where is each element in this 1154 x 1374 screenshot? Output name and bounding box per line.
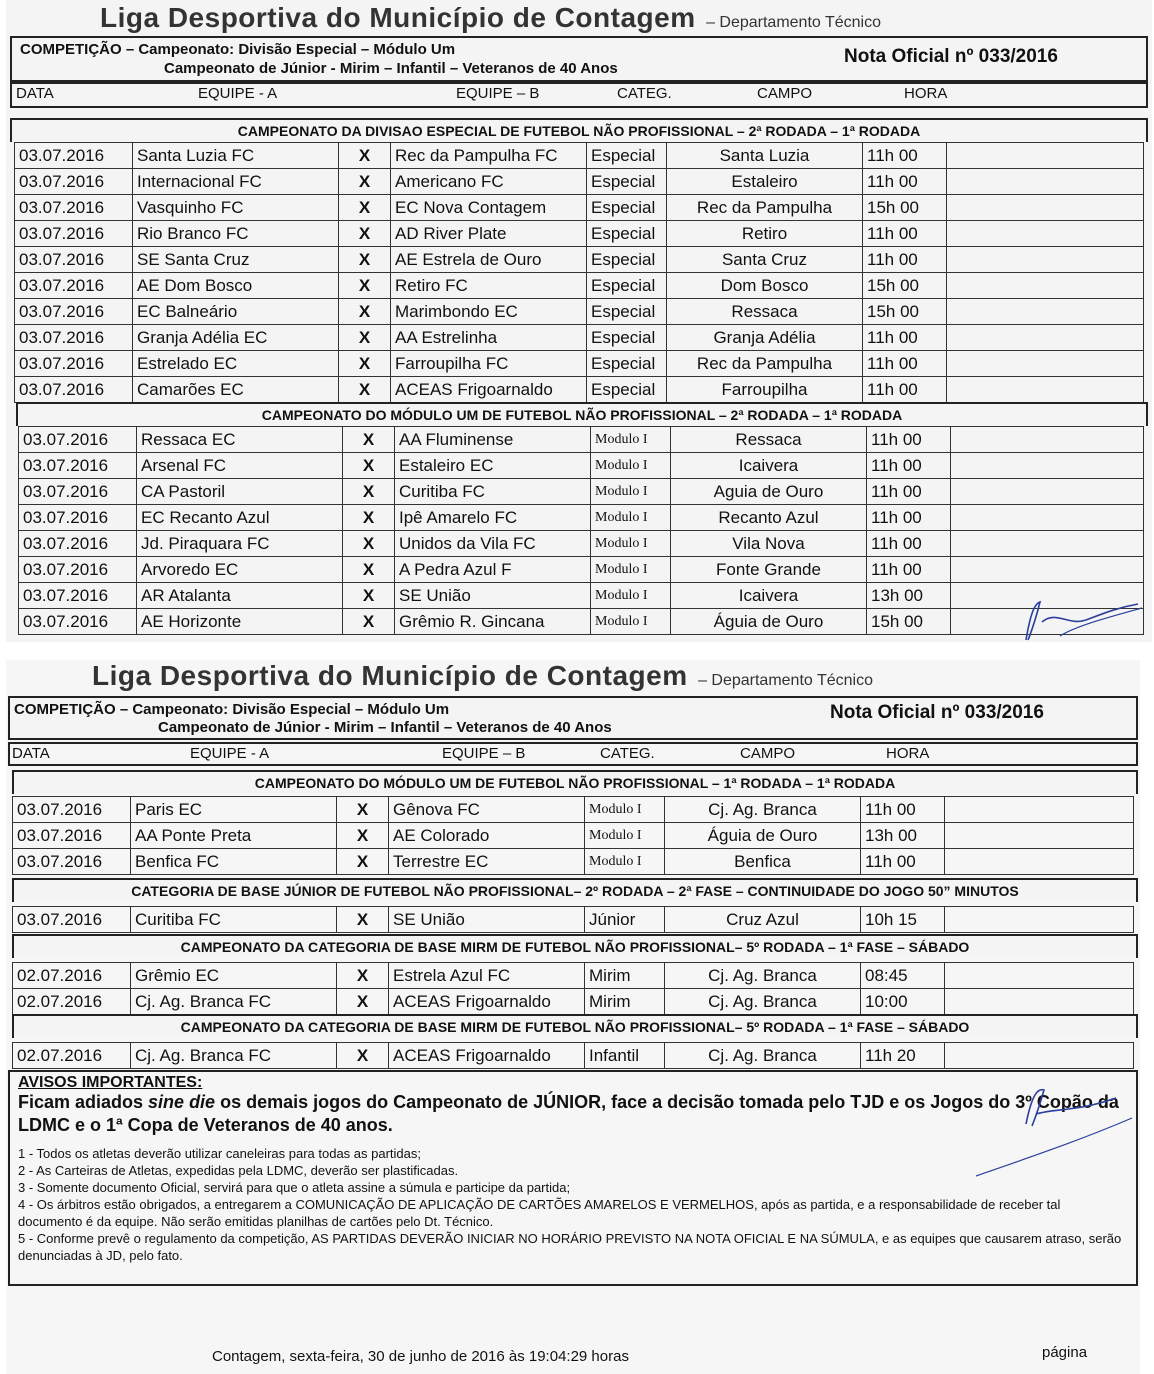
blank-cell — [947, 351, 1144, 377]
team-b: Terrestre EC — [389, 849, 585, 875]
field: Santa Cruz — [667, 247, 863, 273]
category: Modulo I — [591, 583, 671, 609]
blank-cell — [947, 273, 1144, 299]
team-a: Granja Adélia EC — [133, 325, 339, 351]
blank-cell — [947, 247, 1144, 273]
game-date: 03.07.2016 — [15, 221, 133, 247]
category: Modulo I — [585, 797, 665, 823]
kickoff-time: 10:00 — [861, 989, 945, 1015]
game-row — [13, 849, 1134, 875]
field: Icaivera — [671, 453, 867, 479]
game-row — [19, 453, 1144, 479]
col-data-2: DATA — [12, 745, 50, 762]
games-table-mirim — [12, 962, 1134, 1015]
game-row — [15, 273, 1144, 299]
game-row — [13, 1043, 1134, 1069]
category: Modulo I — [591, 557, 671, 583]
blank-cell — [945, 989, 1134, 1015]
field: Cj. Ag. Branca — [665, 1043, 861, 1069]
blank-cell — [947, 143, 1144, 169]
team-a: Benfica FC — [131, 849, 337, 875]
versus-mark: X — [337, 907, 389, 933]
game-date: 03.07.2016 — [15, 247, 133, 273]
column-headers — [10, 82, 1148, 108]
nota-oficial-page-2 — [6, 660, 1140, 1374]
avisos-main-c: os demais jogos do Campeonato de JÚNIOR, face a decisão tomada pelo TJD e os Jogos do 3º Copão da LDMC e o 1ª Copa de Veteranos de 40 anos. — [18, 1092, 1119, 1135]
team-b: Marimbondo EC — [391, 299, 587, 325]
category: Especial — [587, 299, 667, 325]
team-b: Gênova FC — [389, 797, 585, 823]
field: Cj. Ag. Branca — [665, 797, 861, 823]
versus-mark: X — [339, 273, 391, 299]
versus-mark: X — [339, 143, 391, 169]
avisos-main-a: Ficam adiados — [18, 1092, 149, 1112]
game-date: 03.07.2016 — [13, 797, 131, 823]
league-name-2: Liga Desportiva do Município de Contagem — [92, 660, 688, 691]
versus-mark: X — [339, 351, 391, 377]
competition-header-2 — [8, 696, 1138, 740]
avisos-main-sine-die: sine die — [148, 1092, 216, 1112]
col-equipe-b: EQUIPE – B — [456, 85, 540, 102]
field: Ressaca — [667, 299, 863, 325]
team-a: Estrelado EC — [133, 351, 339, 377]
versus-mark: X — [337, 989, 389, 1015]
aviso-item-2: 2 - As Carteiras de Atletas, expedidas pela LDMC, deverão ser plastificadas. — [18, 1163, 459, 1178]
blank-cell — [951, 531, 1144, 557]
footer-pagina: página — [1042, 1344, 1088, 1361]
field: Fonte Grande — [671, 557, 867, 583]
team-b: EC Nova Contagem — [391, 195, 587, 221]
col-data: DATA — [16, 85, 54, 102]
team-b: ACEAS Frigoarnaldo — [389, 1043, 585, 1069]
team-b: SE União — [389, 907, 585, 933]
kickoff-time: 13h 00 — [867, 583, 951, 609]
team-a: Jd. Piraquara FC — [137, 531, 343, 557]
col-equipe-a: EQUIPE - A — [198, 85, 278, 102]
game-row — [13, 907, 1134, 933]
team-a: Internacional FC — [133, 169, 339, 195]
team-b: AA Estrelinha — [391, 325, 587, 351]
team-b: ACEAS Frigoarnaldo — [389, 989, 585, 1015]
section-title-modulo-um-2a: CAMPEONATO DO MÓDULO UM DE FUTEBOL NÃO PROFISSIONAL – 2ª RODADA – 1ª RODADA — [16, 402, 1148, 426]
field: Cj. Ag. Branca — [665, 989, 861, 1015]
team-b: Grêmio R. Gincana — [395, 609, 591, 635]
versus-mark: X — [339, 221, 391, 247]
kickoff-time: 15h 00 — [867, 609, 951, 635]
league-name: Liga Desportiva do Município de Contagem — [100, 2, 696, 33]
team-a: Vasquinho FC — [133, 195, 339, 221]
games-table-junior — [12, 906, 1134, 933]
game-date: 03.07.2016 — [15, 169, 133, 195]
game-row — [13, 797, 1134, 823]
signature-stamp — [1006, 596, 1146, 642]
game-date: 03.07.2016 — [19, 557, 137, 583]
col-hora: HORA — [904, 85, 948, 102]
team-b: AA Fluminense — [395, 427, 591, 453]
category: Especial — [587, 351, 667, 377]
team-a: Arsenal FC — [137, 453, 343, 479]
field: Farroupilha — [667, 377, 863, 403]
kickoff-time: 11h 00 — [863, 143, 947, 169]
game-row — [15, 325, 1144, 351]
field: Granja Adélia — [667, 325, 863, 351]
kickoff-time: 15h 00 — [863, 273, 947, 299]
game-row — [19, 427, 1144, 453]
game-row — [19, 531, 1144, 557]
blank-cell — [951, 505, 1144, 531]
blank-cell — [947, 221, 1144, 247]
blank-cell — [947, 169, 1144, 195]
team-b: AE Colorado — [389, 823, 585, 849]
team-a: CA Pastoril — [137, 479, 343, 505]
games-table-infantil — [12, 1042, 1134, 1069]
blank-cell — [945, 963, 1134, 989]
category: Especial — [587, 247, 667, 273]
field: Águia de Ouro — [671, 609, 867, 635]
category: Modulo I — [591, 609, 671, 635]
section-title-mirim: CAMPEONATO DA CATEGORIA DE BASE MIRM DE FUTEBOL NÃO PROFISSIONAL– 5º RODADA – 1ª FASE – SÁBADO — [12, 934, 1138, 958]
field: Estaleiro — [667, 169, 863, 195]
col-categ-2: CATEG. — [600, 745, 655, 762]
versus-mark: X — [343, 479, 395, 505]
col-equipe-b-2: EQUIPE – B — [442, 745, 526, 762]
game-row — [15, 351, 1144, 377]
section-title-modulo-um-1a: CAMPEONATO DO MÓDULO UM DE FUTEBOL NÃO PROFISSIONAL – 1ª RODADA – 1ª RODADA — [12, 770, 1138, 794]
competition-line-2: Campeonato de Júnior - Mirim – Infantil – Veteranos de 40 Anos — [164, 60, 618, 77]
team-b: Unidos da Vila FC — [395, 531, 591, 557]
competition-header — [10, 36, 1148, 82]
blank-cell — [945, 797, 1134, 823]
team-a: Arvoredo EC — [137, 557, 343, 583]
department-name: – Departamento Técnico — [706, 14, 881, 31]
versus-mark: X — [343, 609, 395, 635]
team-b: A Pedra Azul F — [395, 557, 591, 583]
team-a: EC Balneário — [133, 299, 339, 325]
versus-mark: X — [337, 1043, 389, 1069]
game-date: 03.07.2016 — [15, 325, 133, 351]
blank-cell — [951, 479, 1144, 505]
document-title — [100, 2, 881, 34]
column-headers-2 — [8, 742, 1138, 766]
signature-stamp-2 — [966, 1084, 1136, 1184]
games-table-modulo-um-2a — [18, 426, 1144, 635]
col-hora-2: HORA — [886, 745, 930, 762]
kickoff-time: 11h 00 — [867, 557, 951, 583]
category: Especial — [587, 221, 667, 247]
game-row — [15, 247, 1144, 273]
blank-cell — [951, 427, 1144, 453]
category: Modulo I — [591, 427, 671, 453]
kickoff-time: 11h 00 — [867, 479, 951, 505]
aviso-item-4: 4 - Os árbitros estão obrigados, a entregarem a COMUNICAÇÃO DE APLICAÇÃO DE CARTÕES AMARELOS E VERMELHOS, após as partida, e a responsabilidade de receber tal documento é da equipe. Não serão emitidas planilhas de cartões pelo Dt. Técnico. — [18, 1197, 1061, 1229]
field: Recanto Azul — [671, 505, 867, 531]
game-date: 03.07.2016 — [19, 531, 137, 557]
game-date: 03.07.2016 — [15, 299, 133, 325]
competition-line-1-p2: COMPETIÇÃO – Campeonato: Divisão Especial – Módulo Um — [14, 701, 450, 718]
category: Especial — [587, 273, 667, 299]
team-a: Cj. Ag. Branca FC — [131, 1043, 337, 1069]
versus-mark: X — [343, 557, 395, 583]
game-row — [15, 299, 1144, 325]
kickoff-time: 11h 00 — [861, 849, 945, 875]
game-row — [15, 377, 1144, 403]
aviso-item-5: 5 - Conforme prevê o regulamento da competição, AS PARTIDAS DEVERÃO INICIAR NO HORÁRIO PREVISTO NA NOTA OFICIAL E NA SÚMULA, e as equipes que causarem atraso, serão denunciadas à JD, pelo fato. — [18, 1231, 1122, 1263]
category: Especial — [587, 377, 667, 403]
blank-cell — [947, 195, 1144, 221]
game-date: 03.07.2016 — [15, 195, 133, 221]
versus-mark: X — [339, 195, 391, 221]
game-row — [19, 583, 1144, 609]
avisos-main-notice — [18, 1091, 1128, 1137]
kickoff-time: 13h 00 — [861, 823, 945, 849]
game-row — [15, 221, 1144, 247]
game-date: 03.07.2016 — [19, 583, 137, 609]
team-b: Rec da Pampulha FC — [391, 143, 587, 169]
kickoff-time: 11h 00 — [867, 453, 951, 479]
game-date: 02.07.2016 — [13, 1043, 131, 1069]
versus-mark: X — [339, 377, 391, 403]
blank-cell — [945, 907, 1134, 933]
team-a: AE Horizonte — [137, 609, 343, 635]
col-campo: CAMPO — [757, 85, 813, 102]
blank-cell — [945, 823, 1134, 849]
category: Mirim — [585, 963, 665, 989]
game-row — [19, 557, 1144, 583]
team-b: Farroupilha FC — [391, 351, 587, 377]
col-categ: CATEG. — [617, 85, 672, 102]
department-name-2: – Departamento Técnico — [698, 672, 873, 689]
team-a: Camarões EC — [133, 377, 339, 403]
category: Modulo I — [585, 823, 665, 849]
game-row — [15, 143, 1144, 169]
game-date: 03.07.2016 — [19, 505, 137, 531]
field: Benfica — [665, 849, 861, 875]
game-row — [13, 963, 1134, 989]
versus-mark: X — [337, 797, 389, 823]
versus-mark: X — [339, 169, 391, 195]
field: Vila Nova — [671, 531, 867, 557]
col-campo-2: CAMPO — [740, 745, 796, 762]
category: Infantil — [585, 1043, 665, 1069]
game-row — [19, 505, 1144, 531]
game-date: 03.07.2016 — [13, 823, 131, 849]
field: Aguia de Ouro — [671, 479, 867, 505]
blank-cell — [947, 299, 1144, 325]
competition-line-1: COMPETIÇÃO – Campeonato: Divisão Especial – Módulo Um — [20, 41, 456, 58]
field: Santa Luzia — [667, 143, 863, 169]
team-a: AR Atalanta — [137, 583, 343, 609]
versus-mark: X — [343, 583, 395, 609]
team-b: ACEAS Frigoarnaldo — [391, 377, 587, 403]
team-a: SE Santa Cruz — [133, 247, 339, 273]
kickoff-time: 15h 00 — [863, 299, 947, 325]
category: Modulo I — [591, 453, 671, 479]
game-date: 03.07.2016 — [15, 377, 133, 403]
team-b: SE União — [395, 583, 591, 609]
game-date: 02.07.2016 — [13, 963, 131, 989]
game-date: 02.07.2016 — [13, 989, 131, 1015]
blank-cell — [945, 1043, 1134, 1069]
game-date: 03.07.2016 — [15, 351, 133, 377]
team-a: AA Ponte Preta — [131, 823, 337, 849]
section-title-infantil: CAMPEONATO DA CATEGORIA DE BASE MIRM DE FUTEBOL NÃO PROFISSIONAL– 5º RODADA – 1ª FASE – SÁBADO — [12, 1014, 1138, 1038]
game-date: 03.07.2016 — [19, 609, 137, 635]
nota-oficial-number-2: Nota Oficial nº 033/2016 — [830, 702, 1044, 723]
kickoff-time: 15h 00 — [863, 195, 947, 221]
team-a: Grêmio EC — [131, 963, 337, 989]
col-equipe-a-2: EQUIPE - A — [190, 745, 270, 762]
kickoff-time: 11h 00 — [867, 427, 951, 453]
versus-mark: X — [339, 325, 391, 351]
kickoff-time: 11h 00 — [867, 505, 951, 531]
team-b: Ipê Amarelo FC — [395, 505, 591, 531]
game-date: 03.07.2016 — [13, 849, 131, 875]
team-a: Ressaca EC — [137, 427, 343, 453]
team-b: Curitiba FC — [395, 479, 591, 505]
kickoff-time: 11h 00 — [863, 325, 947, 351]
team-a: AE Dom Bosco — [133, 273, 339, 299]
game-row — [19, 479, 1144, 505]
kickoff-time: 11h 00 — [867, 531, 951, 557]
field: Dom Bosco — [667, 273, 863, 299]
blank-cell — [945, 849, 1134, 875]
games-table-divisao-especial — [14, 142, 1144, 403]
document-title-2 — [92, 660, 873, 692]
team-b: Estaleiro EC — [395, 453, 591, 479]
nota-oficial-page-1 — [6, 0, 1152, 642]
team-a: EC Recanto Azul — [137, 505, 343, 531]
category: Especial — [587, 195, 667, 221]
game-date: 03.07.2016 — [15, 273, 133, 299]
team-a: Rio Branco FC — [133, 221, 339, 247]
field: Rec da Pampulha — [667, 195, 863, 221]
kickoff-time: 11h 00 — [863, 377, 947, 403]
kickoff-time: 08:45 — [861, 963, 945, 989]
game-date: 03.07.2016 — [19, 479, 137, 505]
aviso-item-1: 1 - Todos os atletas deverão utilizar caneleiras para todas as partidas; — [18, 1146, 421, 1161]
category: Especial — [587, 169, 667, 195]
versus-mark: X — [343, 505, 395, 531]
blank-cell — [947, 377, 1144, 403]
game-date: 03.07.2016 — [15, 143, 133, 169]
game-row — [15, 169, 1144, 195]
category: Modulo I — [591, 531, 671, 557]
category: Modulo I — [591, 479, 671, 505]
team-a: Cj. Ag. Branca FC — [131, 989, 337, 1015]
game-date: 03.07.2016 — [19, 453, 137, 479]
versus-mark: X — [343, 531, 395, 557]
versus-mark: X — [343, 427, 395, 453]
category: Especial — [587, 325, 667, 351]
blank-cell — [951, 453, 1144, 479]
blank-cell — [947, 325, 1144, 351]
versus-mark: X — [337, 849, 389, 875]
versus-mark: X — [339, 299, 391, 325]
kickoff-time: 11h 00 — [863, 247, 947, 273]
category: Modulo I — [591, 505, 671, 531]
category: Júnior — [585, 907, 665, 933]
game-date: 03.07.2016 — [19, 427, 137, 453]
field: Cj. Ag. Branca — [665, 963, 861, 989]
game-row — [19, 609, 1144, 635]
versus-mark: X — [337, 823, 389, 849]
field: Cruz Azul — [665, 907, 861, 933]
field: Retiro — [667, 221, 863, 247]
kickoff-time: 11h 00 — [863, 351, 947, 377]
kickoff-time: 10h 15 — [861, 907, 945, 933]
aviso-item-3: 3 - Somente documento Oficial, servirá para que o atleta assine a súmula e participe da partida; — [18, 1180, 571, 1195]
footer-date: Contagem, sexta-feira, 30 de junho de 2016 às 19:04:29 horas — [212, 1348, 629, 1365]
team-b: Estrela Azul FC — [389, 963, 585, 989]
team-b: AE Estrela de Ouro — [391, 247, 587, 273]
field: Ressaca — [671, 427, 867, 453]
team-b: Americano FC — [391, 169, 587, 195]
kickoff-time: 11h 00 — [863, 169, 947, 195]
field: Águia de Ouro — [665, 823, 861, 849]
nota-oficial-number: Nota Oficial nº 033/2016 — [844, 46, 1058, 67]
category: Especial — [587, 143, 667, 169]
kickoff-time: 11h 00 — [863, 221, 947, 247]
category: Modulo I — [585, 849, 665, 875]
versus-mark: X — [339, 247, 391, 273]
versus-mark: X — [337, 963, 389, 989]
game-date: 03.07.2016 — [13, 907, 131, 933]
game-row — [15, 195, 1144, 221]
section-title-junior: CATEGORIA DE BASE JÚNIOR DE FUTEBOL NÃO PROFISSIONAL– 2º RODADA – 2ª FASE – CONTINUIDADE DO JOGO 50” MINUTOS — [12, 878, 1138, 902]
team-a: Paris EC — [131, 797, 337, 823]
category: Mirim — [585, 989, 665, 1015]
section-title-divisao-especial: CAMPEONATO DA DIVISAO ESPECIAL DE FUTEBOL NÃO PROFISSIONAL – 2ª RODADA – 1ª RODADA — [10, 118, 1148, 142]
avisos-title: AVISOS IMPORTANTES: — [18, 1074, 203, 1091]
field: Rec da Pampulha — [667, 351, 863, 377]
blank-cell — [951, 557, 1144, 583]
game-row — [13, 989, 1134, 1015]
team-a: Santa Luzia FC — [133, 143, 339, 169]
kickoff-time: 11h 00 — [861, 797, 945, 823]
competition-line-2-p2: Campeonato de Júnior - Mirim – Infantil – Veteranos de 40 Anos — [158, 719, 612, 736]
team-b: Retiro FC — [391, 273, 587, 299]
team-a: Curitiba FC — [131, 907, 337, 933]
kickoff-time: 11h 20 — [861, 1043, 945, 1069]
game-row — [13, 823, 1134, 849]
team-b: AD River Plate — [391, 221, 587, 247]
versus-mark: X — [343, 453, 395, 479]
field: Icaivera — [671, 583, 867, 609]
games-table-modulo-um-1a — [12, 796, 1134, 875]
